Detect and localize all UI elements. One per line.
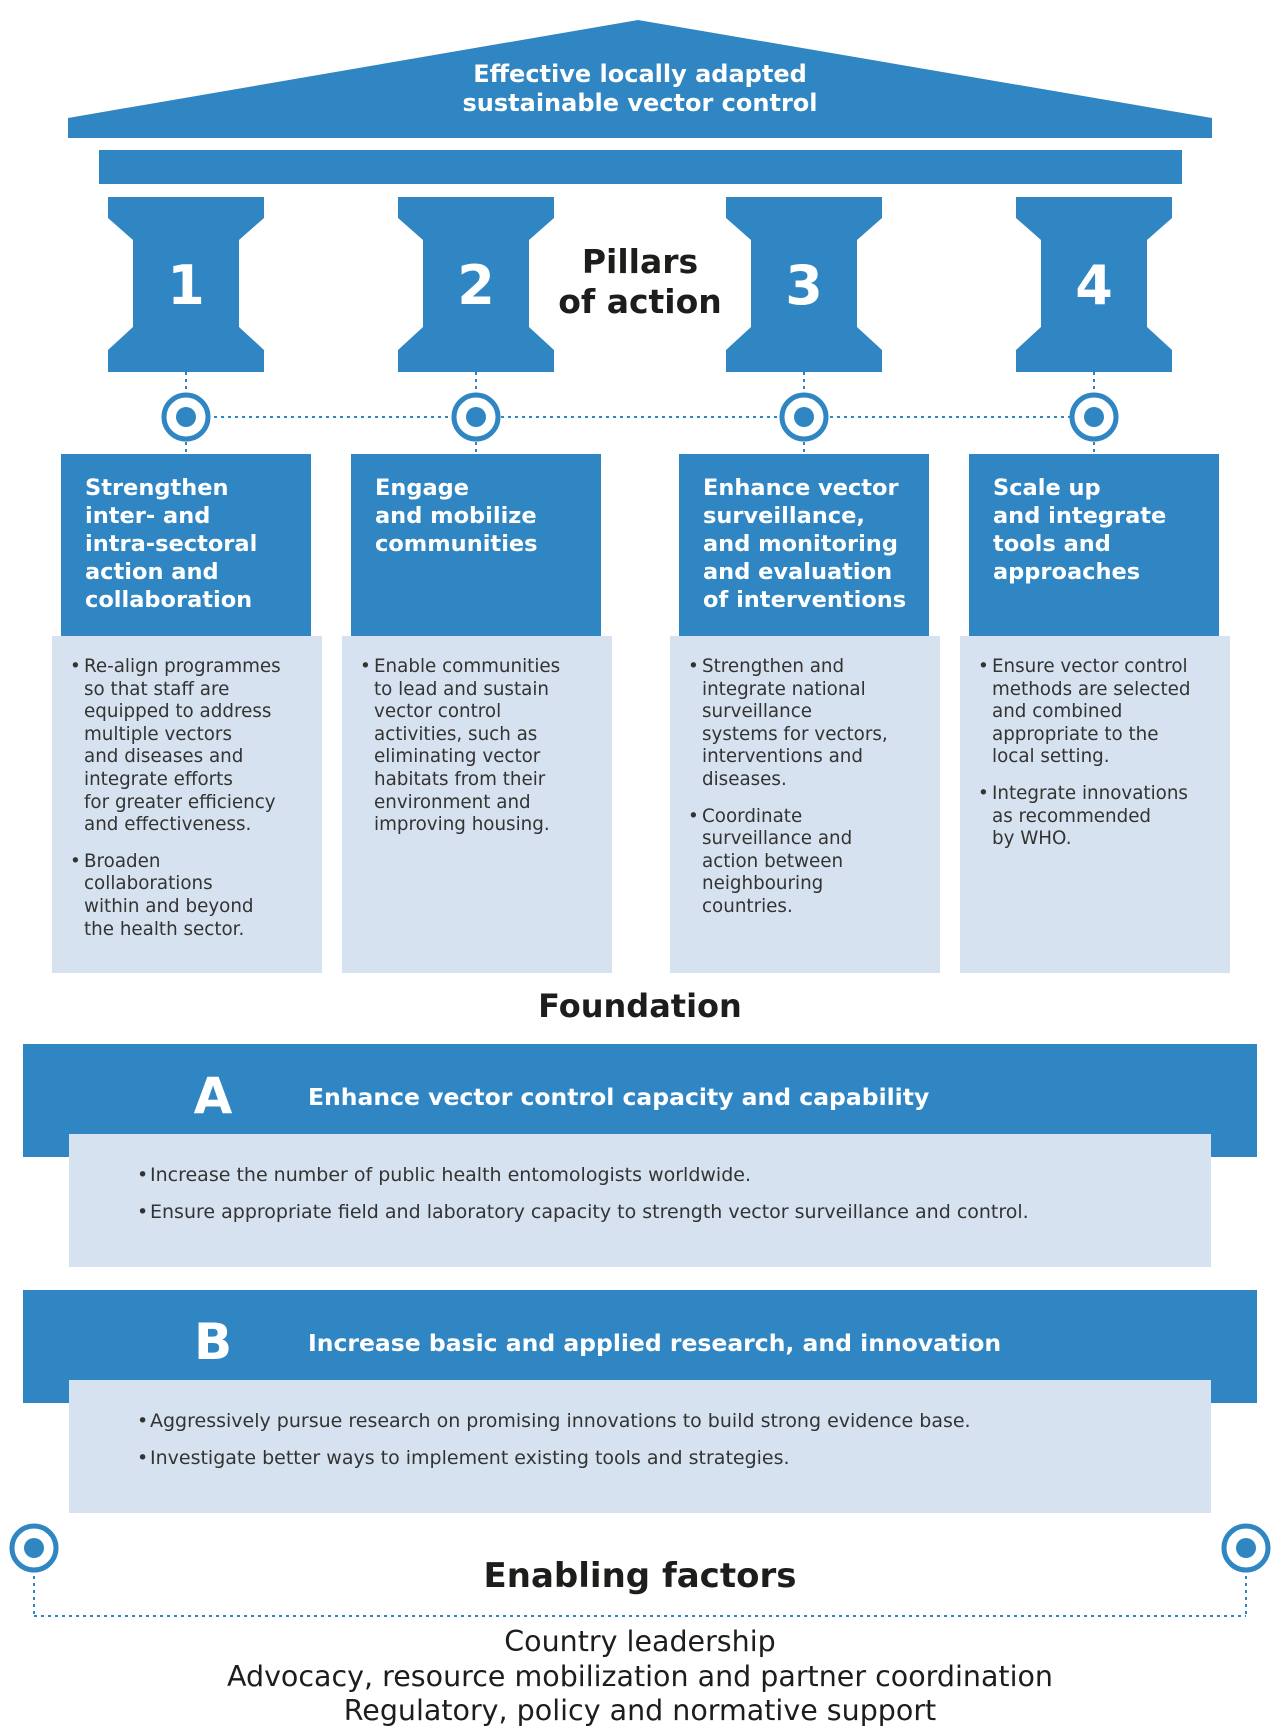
beam-shape <box>99 150 1182 184</box>
pillar-bullet-line: action between <box>702 850 844 872</box>
pillar-bullet-line: neighbouring <box>702 873 824 895</box>
pillar-bullet-list <box>978 656 1214 851</box>
pillar-bullet-line: integrate national <box>702 678 866 700</box>
pillar-bullet-line: for greater efficiency <box>84 791 276 813</box>
pillar-heading-line: tools and <box>993 531 1111 557</box>
pillar-heading-line: of interventions <box>703 587 907 613</box>
foundation-bullet: • Investigate better ways to implement existing tools and strategies. <box>137 1446 1211 1470</box>
pillar-bullet-line: • Strengthen and <box>702 656 845 677</box>
pillar-number: 4 <box>1075 254 1113 317</box>
pillar-bullet-line: equipped to address <box>84 701 272 723</box>
pillar-bullet-line: activities, such as <box>374 723 538 745</box>
foundation-bullet-list <box>137 1163 1211 1224</box>
foundation-title: Foundation <box>538 987 742 1025</box>
pillar-bullet-line: integrate efforts <box>84 768 233 790</box>
pillar-bullet-line: interventions and <box>702 746 863 768</box>
pillar-bullet-line: by WHO. <box>992 828 1072 850</box>
pillar-bullet-line: vector control <box>374 701 502 723</box>
target-icon-center <box>1084 407 1104 427</box>
pillar-bullet-line: • Coordinate <box>702 805 803 827</box>
pillar-number: 1 <box>167 254 205 317</box>
pillar-bullet-line: habitats from their <box>374 768 546 790</box>
pillar-heading-line: collaboration <box>85 587 253 613</box>
pillar-heading-line: inter- and <box>85 503 211 529</box>
pillar-bullet-line: and combined <box>992 701 1123 723</box>
pillar-heading-line: approaches <box>993 559 1141 585</box>
pillars-title-line-2: of action <box>558 282 722 321</box>
foundation-bullet: • Aggressively pursue research on promising innovations to build strong evidence base. <box>137 1409 1211 1433</box>
foundation-body-panel <box>69 1134 1211 1267</box>
pillar-bullet-line: as recommended <box>992 805 1152 827</box>
pillar-heading-line: Engage <box>375 475 470 501</box>
pillar-body-panel <box>960 636 1230 973</box>
pillar-bullet-line: local setting. <box>992 746 1110 768</box>
foundation-title-text: Increase basic and applied research, and innovation <box>308 1329 1002 1357</box>
pillar-heading-line: Scale up <box>993 475 1101 501</box>
pillar-bullet-list <box>70 656 306 941</box>
target-icon-center <box>794 407 814 427</box>
target-icon-center <box>466 407 486 427</box>
pillar-bullet-line: surveillance <box>702 701 813 723</box>
pillar-heading-line: intra-sectoral <box>85 531 258 557</box>
pillar-bullet-line: diseases. <box>702 768 787 790</box>
pillar-bullet-line: so that staff are <box>84 678 230 700</box>
pillar-heading <box>351 454 601 636</box>
foundation-bullet-list <box>137 1409 1211 1470</box>
pillar-bullet-line: the health sector. <box>84 918 245 940</box>
pillar-bullet-line: surveillance and <box>702 828 853 850</box>
pillar-bullet-line: systems for vectors, <box>702 723 888 745</box>
pillar-heading-line: surveillance, <box>703 503 865 529</box>
pillar-bullet-line: environment and <box>374 791 531 813</box>
enabling-factor-item: Country leadership <box>504 1625 776 1658</box>
pillar-bullet-line: • Re-align programmes <box>84 656 281 677</box>
pillar-bullet-line: and diseases and <box>84 746 244 768</box>
pillar-heading-line: and evaluation <box>703 559 893 585</box>
pillar-heading-line: and integrate <box>993 503 1167 529</box>
pillar-heading <box>969 454 1219 636</box>
pillar-connectors <box>164 372 1116 452</box>
pillar-bullet-line: • Enable communities <box>374 656 561 677</box>
pillar-bullet-line: • Broaden <box>84 850 161 872</box>
pillar-bullet-line: and effectiveness. <box>84 814 252 836</box>
pillar-bullet-line: improving housing. <box>374 814 550 836</box>
pillar-bullet <box>978 783 1214 851</box>
enabling-factors-list <box>140 1625 1140 1729</box>
pillar-bullet-line: • Integrate innovations <box>992 782 1188 804</box>
enabling-factors-title: Enabling factors <box>483 1556 797 1596</box>
target-icon-center <box>1236 1538 1256 1558</box>
pillar-body-panel <box>670 636 940 973</box>
pillar-bullet <box>70 851 306 941</box>
foundation-letter: B <box>193 1313 233 1371</box>
foundation-bullet: • Increase the number of public health entomologists worldwide. <box>137 1163 1211 1187</box>
foundation-letter: A <box>193 1067 233 1125</box>
pillar-body-panel <box>342 636 612 973</box>
pillar-bullet-line: to lead and sustain <box>374 678 549 700</box>
pillar-bullet-line: within and beyond <box>84 895 254 917</box>
pillar-bullet <box>360 656 596 837</box>
target-icon-center <box>24 1538 44 1558</box>
pillar-bullet-line: • Ensure vector control <box>992 656 1188 677</box>
pillar-bullet-list <box>688 656 924 919</box>
pillar-heading <box>61 454 311 636</box>
pillar-heading-line: and monitoring <box>703 531 898 557</box>
pillar-heading-line: Enhance vector <box>703 475 899 501</box>
pillar-bullet <box>978 656 1214 769</box>
enabling-factor-item: Regulatory, policy and normative support <box>343 1694 937 1727</box>
pillar-bullet-line: eliminating vector <box>374 746 541 768</box>
pillar-bullet <box>688 806 924 919</box>
pillar-heading <box>679 454 929 636</box>
pillar-bullet-line: methods are selected <box>992 678 1191 700</box>
pillar-bullet <box>70 656 306 837</box>
pillar-bullet <box>688 656 924 792</box>
pillar-number: 2 <box>457 254 495 317</box>
target-icon-center <box>176 407 196 427</box>
pillar-heading-line: action and <box>85 559 219 585</box>
pillar-heading-line: and mobilize <box>375 503 537 529</box>
pillar-heading-line: Strengthen <box>85 475 229 501</box>
pillar-bullet-line: countries. <box>702 895 793 917</box>
pillar-number: 3 <box>785 254 823 317</box>
pillar-heading-line: communities <box>375 531 538 557</box>
pillar-bullet-line: collaborations <box>84 873 213 895</box>
enabling-factor-item: Advocacy, resource mobilization and partner coordination <box>226 1659 1053 1693</box>
pillar-bullet-line: appropriate to the <box>992 723 1159 745</box>
roof-title <box>330 60 950 118</box>
pillars-title-line-1: Pillars <box>581 242 699 281</box>
pillar-body-panel <box>52 636 322 973</box>
pillar-bullet-line: multiple vectors <box>84 723 232 745</box>
roof-title-line-1: Effective locally adapted <box>473 60 807 88</box>
pillars-of-action-title <box>540 242 740 322</box>
roof-title-line-2: sustainable vector control <box>462 89 818 117</box>
pillar-bullet-list <box>360 656 596 837</box>
foundation-bullet: • Ensure appropriate field and laboratory capacity to strength vector surveillance and control. <box>137 1200 1211 1224</box>
foundation-title-text: Enhance vector control capacity and capability <box>308 1083 930 1111</box>
foundation-body-panel <box>69 1380 1211 1513</box>
